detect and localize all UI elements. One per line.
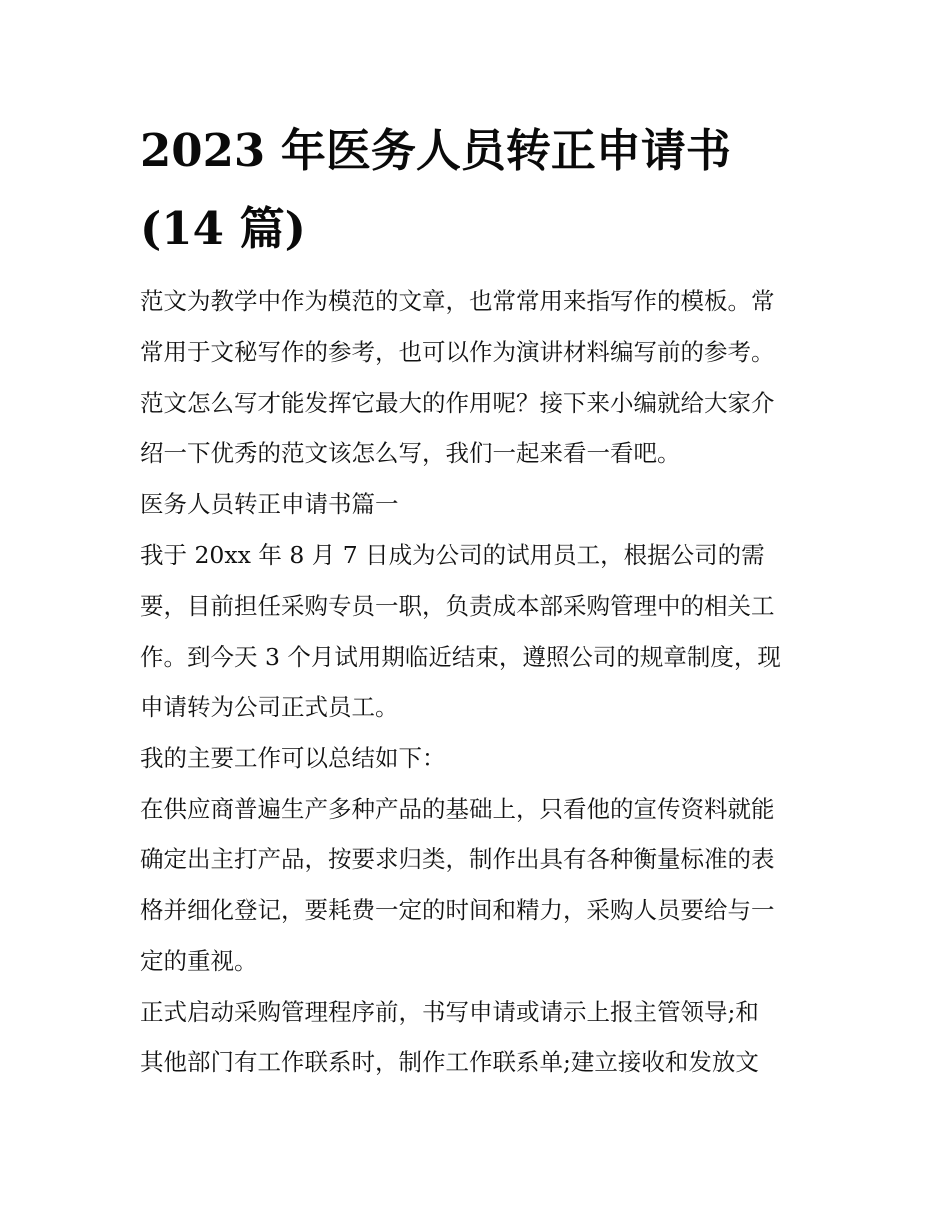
body-line: 确定出主打产品，按要求归类，制作出具有各种衡量标准的表 (140, 845, 775, 873)
body-line: 定的重视。 (140, 947, 258, 975)
body-line: 在供应商普遍生产多种产品的基础上，只看他的宣传资料就能 (140, 795, 775, 823)
title-line-1: 2023 年医务人员转正申请书 (140, 124, 731, 177)
body-line: 范文怎么写才能发挥它最大的作用呢？接下来小编就给大家介 (140, 389, 775, 417)
body-line: 其他部门有工作联系时，制作工作联系单;建立接收和发放文 (140, 1048, 759, 1076)
body-line: 常用于文秘写作的参考，也可以作为演讲材料编写前的参考。 (140, 338, 775, 366)
body-line: 我的主要工作可以总结如下： (140, 744, 446, 772)
body-line: 正式启动采购管理程序前，书写申请或请示上报主管领导;和 (140, 998, 759, 1026)
document-title (140, 112, 820, 268)
body-line: 绍一下优秀的范文该怎么写，我们一起来看一看吧。 (140, 439, 681, 467)
body-line: 范文为教学中作为模范的文章，也常常用来指写作的模板。常 (140, 287, 775, 315)
body-line: 要，目前担任采购专员一职，负责成本部采购管理中的相关工 (140, 592, 775, 620)
body-line: 申请转为公司正式员工。 (140, 693, 399, 721)
body-line: 我于 20xx 年 8 月 7 日成为公司的试用员工，根据公司的需 (140, 541, 765, 569)
body-line: 格并细化登记，要耗费一定的时间和精力，采购人员要给与一 (140, 896, 775, 924)
body-line: 作。到今天 3 个月试用期临近结束，遵照公司的规章制度，现 (140, 643, 781, 671)
section-heading: 医务人员转正申请书篇一 (140, 490, 399, 518)
title-line-2: (14 篇) (140, 202, 306, 255)
